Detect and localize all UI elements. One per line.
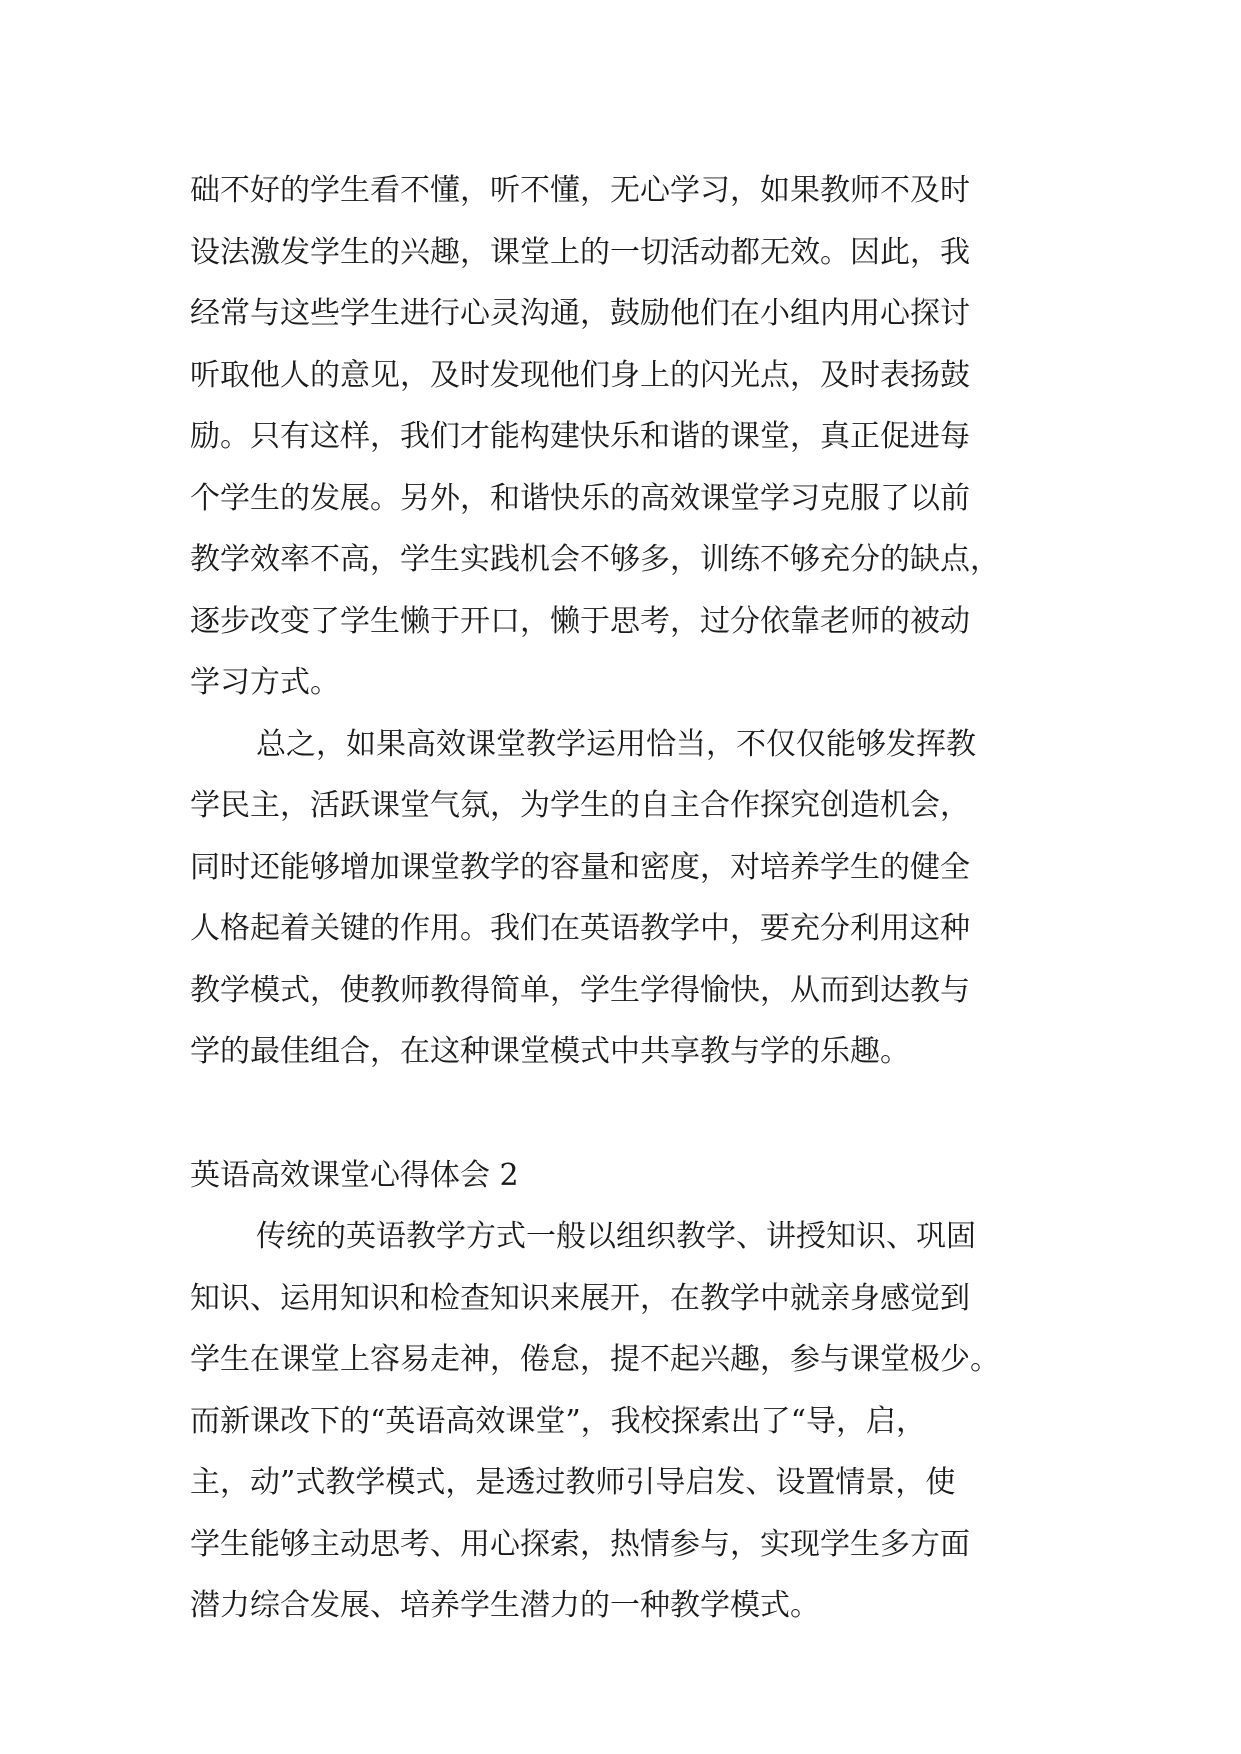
paragraph-line: 知识、运用知识和检查知识来展开，在教学中就亲身感觉到 <box>190 1280 970 1316</box>
paragraph-line: 人格起着关键的作用。我们在英语教学中，要充分利用这种 <box>190 911 970 946</box>
paragraph-line: 学的最佳组合，在这种课堂模式中共享教与学的乐趣。 <box>190 1034 910 1069</box>
paragraph-line: 同时还能够增加课堂教学的容量和密度，对培养学生的健全 <box>190 849 970 885</box>
paragraph-line: 而新课改下的“英语高效课堂”，我校探索出了“导，启， <box>190 1403 927 1439</box>
paragraph-line: 听取他人的意见，及时发现他们身上的闪光点，及时表扬鼓 <box>190 357 970 393</box>
paragraph-line: 传统的英语教学方式一般以组织教学、讲授知识、巩固 <box>256 1219 976 1254</box>
paragraph-1 <box>190 160 1070 714</box>
paragraph-line: 学生能够主动思考、用心探索，热情参与，实现学生多方面 <box>190 1526 970 1562</box>
paragraph-line: 学生在课堂上容易走神，倦怠，提不起兴趣，参与课堂极少。 <box>190 1342 1000 1377</box>
section-title: 英语高效课堂心得体会 2 <box>190 1157 519 1193</box>
section-spacer <box>190 1083 1070 1145</box>
paragraph-line: 总之，如果高效课堂教学运用恰当，不仅仅能够发挥教 <box>256 726 976 762</box>
paragraph-line: 教学模式，使教师教得简单，学生学得愉快，从而到达教与 <box>190 972 970 1008</box>
paragraph-line: 设法激发学生的兴趣，课堂上的一切活动都无效。因此，我 <box>190 234 970 270</box>
paragraph-line: 励。只有这样，我们才能构建快乐和谐的课堂，真正促进每 <box>190 419 970 454</box>
paragraph-line: 经常与这些学生进行心灵沟通，鼓励他们在小组内用心探讨 <box>190 296 970 331</box>
paragraph-line: 学习方式。 <box>190 665 340 700</box>
paragraph-3 <box>190 1206 1070 1637</box>
paragraph-2 <box>190 714 1070 1083</box>
paragraph-line: 教学效率不高，学生实践机会不够多，训练不够充分的缺点， <box>190 542 1000 577</box>
paragraph-line: 个学生的发展。另外，和谐快乐的高效课堂学习克服了以前 <box>190 480 970 516</box>
paragraph-line: 学民主，活跃课堂气氛，为学生的自主合作探究创造机会， <box>190 788 970 823</box>
document-body <box>190 160 1070 1637</box>
paragraph-line: 主，动”式教学模式，是透过教师引导启发、设置情景，使 <box>190 1465 956 1500</box>
paragraph-line: 逐步改变了学生懒于开口，懒于思考，过分依靠老师的被动 <box>190 603 970 639</box>
paragraph-line: 潜力综合发展、培养学生潜力的一种教学模式。 <box>190 1588 820 1623</box>
paragraph-line: 础不好的学生看不懂，听不懂，无心学习，如果教师不及时 <box>190 173 970 208</box>
